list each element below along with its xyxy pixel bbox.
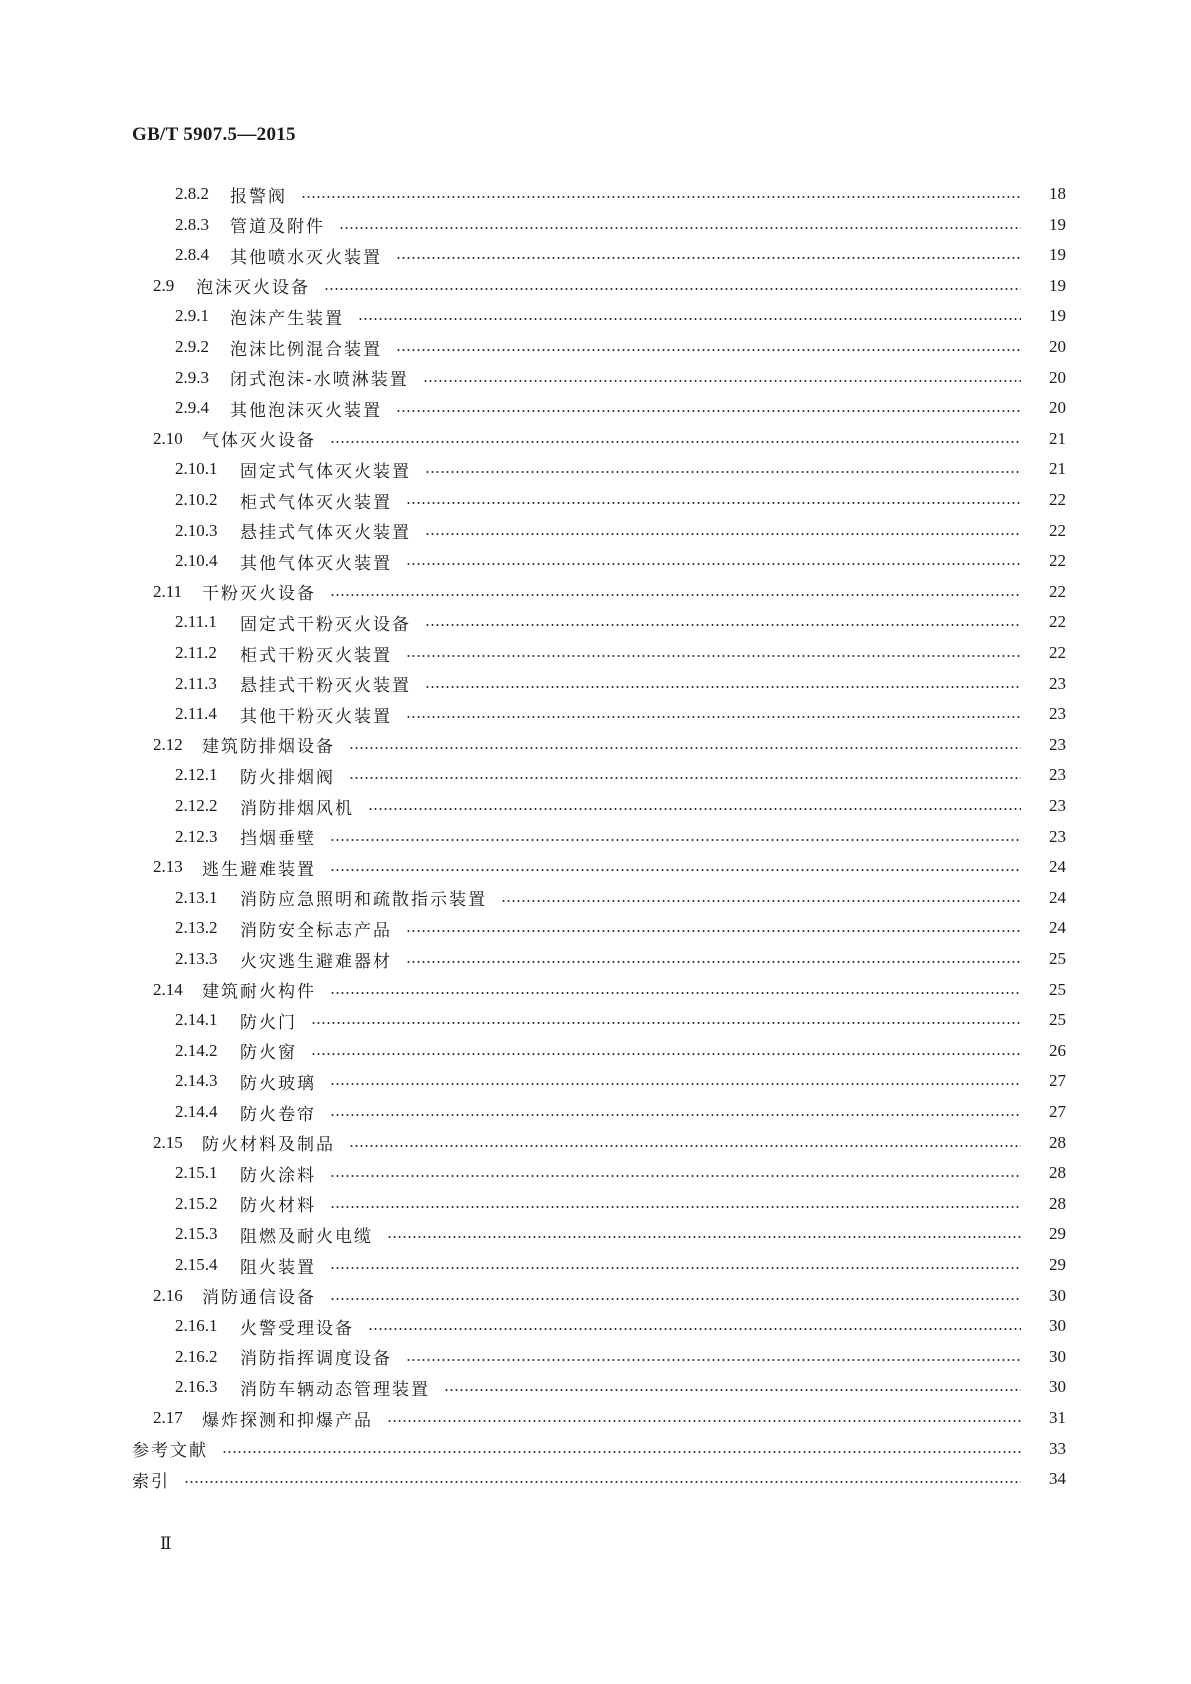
toc-entry-title: 防火门 (240, 1012, 297, 1033)
toc-entry[interactable] (0, 577, 1191, 607)
toc-entry-page: 19 (1049, 245, 1066, 265)
toc-entry[interactable] (0, 883, 1191, 913)
toc-leader-dots (406, 655, 1021, 657)
toc-entry[interactable] (0, 638, 1191, 668)
toc-entry-number: 2.9 (153, 275, 175, 295)
toc-entry-number: 2.15.1 (175, 1163, 218, 1183)
toc-entry[interactable] (0, 791, 1191, 821)
toc-entry-title: 固定式气体灭火装置 (240, 461, 411, 482)
toc-entry-title: 柜式气体灭火装置 (240, 492, 392, 513)
toc-leader-dots (423, 380, 1021, 382)
toc-entry-page: 19 (1049, 275, 1066, 295)
toc-entry-title: 其他干粉灭火装置 (240, 706, 392, 727)
toc-entry-number: 2.17 (153, 1408, 183, 1427)
toc-leader-dots (425, 471, 1021, 473)
toc-entry[interactable] (0, 271, 1191, 301)
toc-entry[interactable] (0, 332, 1191, 362)
toc-entry-number: 2.13 (153, 857, 183, 877)
toc-entry-title: 泡沫比例混合装置 (230, 339, 382, 360)
toc-entry-title: 柜式干粉灭火装置 (240, 645, 392, 666)
toc-entry-number: 2.9.3 (175, 367, 209, 387)
toc-entry-number: 2.15.4 (175, 1255, 218, 1274)
toc-entry-title: 消防通信设备 (202, 1288, 316, 1309)
toc-entry-title: 阻火装置 (240, 1257, 316, 1278)
toc-entry-number: 2.14.1 (175, 1010, 218, 1030)
toc-leader-dots (330, 441, 1021, 443)
toc-leader-dots (501, 900, 1021, 902)
toc-entry-page: 23 (1049, 673, 1066, 693)
toc-entry-page: 22 (1049, 643, 1066, 662)
toc-entry[interactable] (0, 301, 1191, 331)
toc-entry[interactable] (0, 1097, 1191, 1127)
toc-entry[interactable] (0, 1158, 1191, 1188)
toc-leader-dots (301, 196, 1021, 198)
toc-entry-page: 25 (1049, 1010, 1066, 1030)
toc-leader-dots (330, 1206, 1021, 1208)
toc-entry[interactable] (0, 1219, 1191, 1249)
toc-entry[interactable] (0, 1342, 1191, 1372)
toc-entry-number: 2.16 (153, 1285, 183, 1305)
toc-entry-number: 2.13.1 (175, 887, 218, 907)
toc-entry-title: 消防排烟风机 (240, 798, 354, 819)
toc-entry[interactable] (0, 454, 1191, 484)
toc-leader-dots (358, 318, 1021, 320)
toc-entry-title: 防火材料 (240, 1196, 316, 1217)
toc-entry-page: 28 (1049, 1163, 1066, 1183)
toc-leader-dots (406, 1359, 1021, 1361)
toc-entry-page: 19 (1049, 306, 1066, 326)
toc-entry-number: 2.11.1 (175, 612, 217, 632)
toc-leader-dots (425, 533, 1021, 535)
toc-entry-page: 22 (1049, 551, 1066, 571)
toc-entry[interactable] (0, 179, 1191, 209)
toc-leader-dots (349, 1145, 1021, 1147)
toc-leader-dots (330, 839, 1021, 841)
toc-entry-page: 30 (1049, 1285, 1066, 1305)
toc-entry-title: 其他泡沫灭火装置 (230, 400, 382, 421)
toc-entry-page: 30 (1049, 1316, 1066, 1336)
toc-entry-page: 28 (1049, 1193, 1066, 1213)
toc-entry-number: 2.11 (153, 581, 183, 601)
toc-entry[interactable] (0, 944, 1191, 974)
toc-entry[interactable] (0, 699, 1191, 729)
toc-entry-title: 消防车辆动态管理装置 (240, 1379, 430, 1400)
toc-leader-dots (425, 686, 1021, 688)
toc-entry-number: 2.13.3 (175, 949, 218, 968)
toc-entry-page: 22 (1049, 520, 1066, 540)
toc-leader-dots (368, 1328, 1021, 1330)
toc-leader-dots (330, 1298, 1021, 1300)
toc-entry-number: 2.10.2 (175, 490, 218, 509)
toc-entry-number: 2.14 (153, 979, 183, 999)
toc-entry[interactable] (0, 1066, 1191, 1096)
toc-entry-number: 2.10 (153, 428, 183, 448)
standard-code-header: GB/T 5907.5—2015 (132, 124, 296, 145)
toc-entry-title: 建筑防排烟设备 (202, 737, 335, 758)
toc-entry-number: 2.13.2 (175, 918, 218, 938)
toc-entry[interactable] (0, 1250, 1191, 1280)
toc-entry-page: 25 (1049, 979, 1066, 999)
toc-entry[interactable] (0, 1372, 1191, 1402)
page-number: Ⅱ (160, 1534, 172, 1553)
toc-entry-page: 25 (1049, 949, 1066, 968)
toc-entry-number: 2.16.3 (175, 1377, 218, 1397)
toc-entry-number: 2.10.4 (175, 551, 218, 571)
toc-leader-dots (330, 1267, 1021, 1269)
toc-entry-title: 泡沫灭火设备 (196, 278, 310, 299)
toc-entry[interactable] (0, 1464, 1191, 1494)
toc-entry-title: 爆炸探测和抑爆产品 (202, 1410, 373, 1431)
toc-entry-page: 31 (1049, 1408, 1066, 1427)
toc-entry-title: 泡沫产生装置 (230, 308, 344, 329)
toc-leader-dots (339, 227, 1021, 229)
toc-entry-title: 防火排烟阀 (240, 767, 335, 788)
toc-entry-title: 火警受理设备 (240, 1318, 354, 1339)
toc-entry[interactable] (0, 546, 1191, 576)
toc-entry-page: 19 (1049, 214, 1066, 234)
toc-leader-dots (406, 563, 1021, 565)
toc-entry-number: 2.12 (153, 734, 183, 754)
toc-leader-dots (222, 1451, 1021, 1453)
toc-entry[interactable] (0, 1434, 1191, 1464)
toc-entry-page: 33 (1049, 1438, 1066, 1458)
toc-entry-page: 29 (1049, 1224, 1066, 1244)
toc-entry-title: 逃生避难装置 (202, 859, 316, 880)
toc-entry-page: 27 (1049, 1102, 1066, 1121)
toc-entry-page: 20 (1049, 337, 1066, 356)
toc-entry[interactable] (0, 1036, 1191, 1066)
toc-entry-page: 23 (1049, 826, 1066, 846)
toc-entry-number: 2.14.2 (175, 1040, 218, 1060)
toc-entry-title: 悬挂式干粉灭火装置 (240, 676, 411, 697)
toc-entry[interactable] (0, 822, 1191, 852)
toc-entry-page: 20 (1049, 398, 1066, 418)
toc-entry[interactable] (0, 1005, 1191, 1035)
toc-entry[interactable] (0, 607, 1191, 637)
toc-entry-page: 22 (1049, 581, 1066, 601)
toc-entry-page: 28 (1049, 1132, 1066, 1152)
toc-entry-number: 2.12.1 (175, 765, 218, 785)
toc-entry[interactable] (0, 1281, 1191, 1311)
toc-entry[interactable] (0, 975, 1191, 1005)
toc-leader-dots (406, 961, 1021, 963)
toc-entry-number: 2.11.3 (175, 673, 217, 693)
toc-entry-title: 防火涂料 (240, 1165, 316, 1186)
toc-entry[interactable] (0, 760, 1191, 790)
toc-entry-page: 20 (1049, 367, 1066, 387)
toc-entry-title: 干粉灭火设备 (202, 584, 316, 605)
toc-entry-title: 火灾逃生避难器材 (240, 951, 392, 972)
toc-entry-number: 2.8.3 (175, 214, 209, 234)
toc-leader-dots (396, 257, 1021, 259)
toc-entry-title: 防火卷帘 (240, 1104, 316, 1125)
toc-leader-dots (184, 1481, 1021, 1483)
toc-entry[interactable] (0, 485, 1191, 515)
toc-entry-page: 29 (1049, 1255, 1066, 1274)
toc-entry-page: 23 (1049, 734, 1066, 754)
toc-entry[interactable] (0, 240, 1191, 270)
toc-leader-dots (406, 502, 1021, 504)
toc-leader-dots (368, 808, 1021, 810)
toc-entry-page: 26 (1049, 1040, 1066, 1060)
toc-entry-page: 21 (1049, 428, 1066, 448)
toc-entry-page: 23 (1049, 704, 1066, 724)
toc-entry-page: 24 (1049, 887, 1066, 907)
toc-entry-number: 2.9.1 (175, 306, 209, 326)
toc-entry[interactable] (0, 730, 1191, 760)
toc-leader-dots (311, 1022, 1021, 1024)
toc-entry[interactable] (0, 1189, 1191, 1219)
toc-entry-title: 防火玻璃 (240, 1073, 316, 1094)
toc-entry-page: 23 (1049, 796, 1066, 815)
toc-entry-number: 2.16.1 (175, 1316, 218, 1336)
toc-entry[interactable] (0, 516, 1191, 546)
toc-entry-number: 2.8.4 (175, 245, 209, 265)
toc-entry[interactable] (0, 363, 1191, 393)
toc-leader-dots (330, 1114, 1021, 1116)
toc-leader-dots (330, 1083, 1021, 1085)
toc-entry-title: 其他气体灭火装置 (240, 553, 392, 574)
toc-leader-dots (387, 1236, 1021, 1238)
toc-leader-dots (330, 992, 1021, 994)
toc-entry-title: 阻燃及耐火电缆 (240, 1226, 373, 1247)
toc-leader-dots (396, 349, 1021, 351)
toc-entry-title: 管道及附件 (230, 217, 325, 238)
toc-entry-title: 悬挂式气体灭火装置 (240, 523, 411, 544)
toc-entry-page: 24 (1049, 918, 1066, 938)
toc-entry[interactable] (0, 669, 1191, 699)
toc-entry-number: 2.11.4 (175, 704, 217, 724)
toc-entry-page: 21 (1049, 459, 1066, 479)
toc-entry-number: 2.15.3 (175, 1224, 218, 1244)
toc-entry-title: 防火材料及制品 (202, 1135, 335, 1156)
toc-entry-title: 消防指挥调度设备 (240, 1349, 392, 1370)
toc-leader-dots (349, 747, 1021, 749)
toc-entry-title: 建筑耐火构件 (202, 982, 316, 1003)
toc-entry[interactable] (0, 852, 1191, 882)
toc-entry-title: 防火窗 (240, 1043, 297, 1064)
toc-entry-page: 23 (1049, 765, 1066, 785)
toc-entry-page: 18 (1049, 184, 1066, 203)
toc-leader-dots (396, 410, 1021, 412)
toc-entry-number: 2.14.3 (175, 1071, 218, 1091)
toc-entry-title: 消防应急照明和疏散指示装置 (240, 890, 487, 911)
toc-entry-page: 22 (1049, 612, 1066, 632)
toc-entry-number: 2.15 (153, 1132, 183, 1152)
toc-entry-number: 2.10.3 (175, 520, 218, 540)
toc-entry-title: 固定式干粉灭火设备 (240, 614, 411, 635)
toc-entry[interactable] (0, 393, 1191, 423)
toc-entry-title: 挡烟垂壁 (240, 829, 316, 850)
toc-entry-title: 闭式泡沫-水喷淋装置 (230, 370, 409, 391)
toc-entry-page: 24 (1049, 857, 1066, 877)
toc-entry-number: 2.16.2 (175, 1346, 218, 1366)
toc-entry[interactable] (0, 913, 1191, 943)
toc-leader-dots (444, 1389, 1021, 1391)
toc-entry-number: 2.14.4 (175, 1102, 218, 1121)
toc-entry-title: 气体灭火设备 (202, 431, 316, 452)
toc-entry-page: 34 (1049, 1469, 1066, 1489)
toc-entry-number: 2.11.2 (175, 643, 217, 662)
toc-entry-title: 消防安全标志产品 (240, 920, 392, 941)
toc-entry[interactable] (0, 1128, 1191, 1158)
toc-entry-title: 索引 (132, 1471, 170, 1492)
toc-leader-dots (330, 594, 1021, 596)
toc-entry-number: 2.12.2 (175, 796, 218, 815)
toc-leader-dots (311, 1053, 1021, 1055)
toc-entry-number: 2.15.2 (175, 1193, 218, 1213)
toc-leader-dots (406, 716, 1021, 718)
toc-leader-dots (330, 869, 1021, 871)
toc-entry[interactable] (0, 1311, 1191, 1341)
toc-entry-title: 参考文献 (132, 1441, 208, 1462)
toc-entry-title: 报警阀 (230, 186, 287, 207)
toc-leader-dots (406, 930, 1021, 932)
toc-entry-title: 其他喷水灭火装置 (230, 247, 382, 268)
toc-entry[interactable] (0, 1403, 1191, 1433)
toc-entry-page: 30 (1049, 1377, 1066, 1397)
toc-entry-number: 2.10.1 (175, 459, 218, 479)
toc-entry[interactable] (0, 210, 1191, 240)
toc-entry-page: 30 (1049, 1346, 1066, 1366)
toc-leader-dots (387, 1420, 1021, 1422)
toc-leader-dots (324, 288, 1021, 290)
toc-entry-number: 2.12.3 (175, 826, 218, 846)
toc-leader-dots (330, 1175, 1021, 1177)
toc-leader-dots (425, 624, 1021, 626)
toc-entry-number: 2.9.4 (175, 398, 209, 418)
toc-leader-dots (349, 777, 1021, 779)
toc-entry-number: 2.8.2 (175, 184, 209, 203)
toc-entry[interactable] (0, 424, 1191, 454)
toc-entry-number: 2.9.2 (175, 337, 209, 356)
toc-entry-page: 22 (1049, 490, 1066, 509)
toc-entry-page: 27 (1049, 1071, 1066, 1091)
